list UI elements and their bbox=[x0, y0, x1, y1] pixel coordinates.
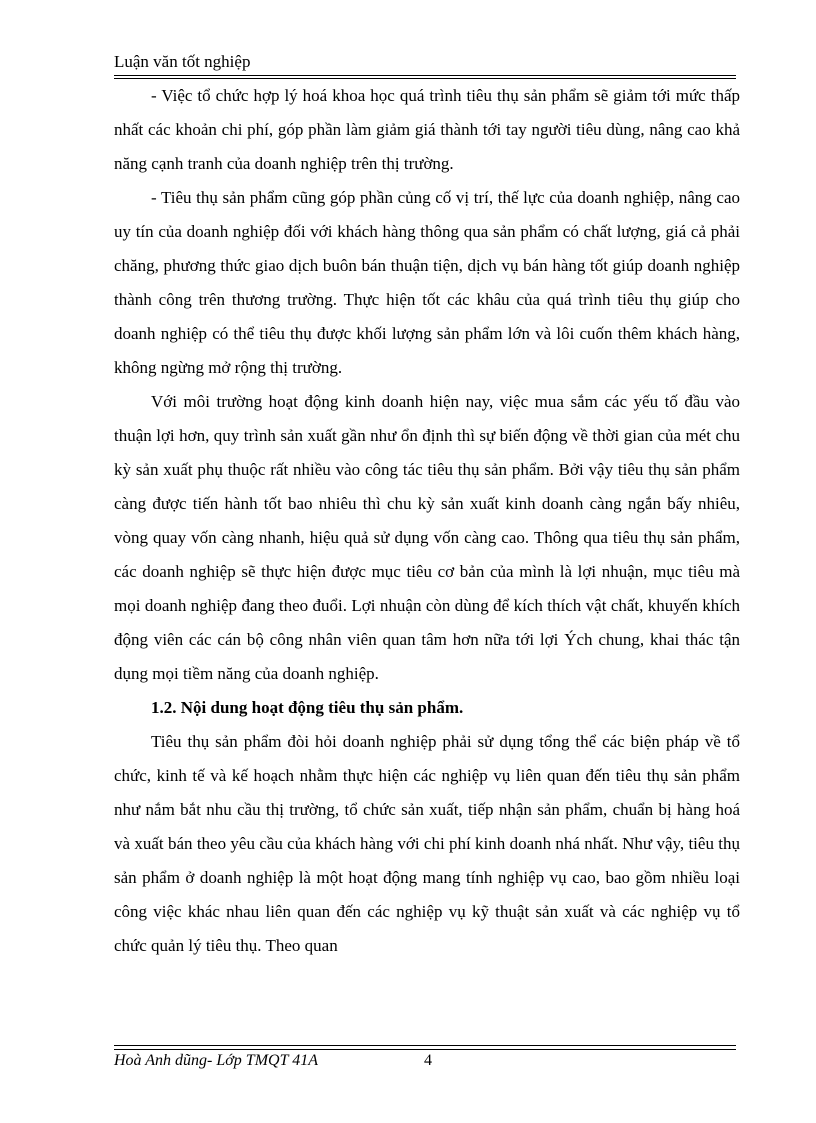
footer-author: Hoà Anh dũng- Lớp TMQT 41A bbox=[114, 1052, 318, 1069]
paragraph-1: - Việc tổ chức hợp lý hoá khoa học quá trình tiêu thụ sản phẩm sẽ giảm tới mức thấp nhất các khoản chi phí, góp phần làm giảm giá thành tới tay người tiêu dùng, nâng cao khả năng cạnh tranh của doanh nghiệp trên thị trường. bbox=[114, 86, 740, 173]
document-body bbox=[114, 79, 740, 963]
page-number: 4 bbox=[424, 1052, 432, 1069]
footer-rule-top bbox=[114, 1045, 736, 1046]
paragraph-2: - Tiêu thụ sản phẩm cũng góp phần củng cố vị trí, thế lực của doanh nghiệp, nâng cao uy tín của doanh nghiệp đối với khách hàng thông qua sản phẩm có chất lượng, giá cả phải chăng, phương thức giao dịch buôn bán thuận tiện, dịch vụ bán hàng tốt giúp doanh nghiệp thành công trên thương trường. Thực hiện tốt các khâu của quá trình tiêu thụ giúp cho doanh nghiệp có thể tiêu thụ được khối lượng sản phẩm lớn và lôi cuốn thêm khách hàng, không ngừng mở rộng thị trường. bbox=[114, 188, 740, 377]
section-heading: 1.2. Nội dung hoạt động tiêu thụ sản phẩm. bbox=[151, 698, 464, 717]
footer-rule-bottom bbox=[114, 1049, 736, 1050]
paragraph-3: Với môi trường hoạt động kinh doanh hiện nay, việc mua sắm các yếu tố đầu vào thuận lợi hơn, quy trình sản xuất gần như ổn định thì sự biến động về thời gian của mét chu kỳ sản xuất phụ thuộc rất nhiều vào công tác tiêu thụ sản phẩm. Bởi vậy tiêu thụ sản phẩm càng được tiến hành tốt bao nhiêu thì chu kỳ sản xuất kinh doanh càng ngắn bấy nhiêu, vòng quay vốn càng nhanh, hiệu quả sử dụng vốn càng cao. Thông qua tiêu thụ sản phẩm, các doanh nghiệp sẽ thực hiện được mục tiêu cơ bản của mình là lợi nhuận, mục tiêu mà mọi doanh nghiệp đang theo đuổi. Lợi nhuận còn dùng để kích thích vật chất, khuyến khích động viên các cán bộ công nhân viên quan tâm hơn nữa tới lợi Ých chung, khai thác tận dụng mọi tiềm năng của doanh nghiệp. bbox=[114, 392, 740, 683]
header-rule-top bbox=[114, 75, 736, 76]
page-header-title: Luận văn tốt nghiệp bbox=[114, 52, 251, 71]
paragraph-4: Tiêu thụ sản phẩm đòi hỏi doanh nghiệp phải sử dụng tổng thể các biện pháp về tổ chức, kinh tế và kế hoạch nhằm thực hiện các nghiệp vụ liên quan đến tiêu thụ sản phẩm như nắm bắt nhu cầu thị trường, tổ chức sản xuất, tiếp nhận sản phẩm, chuẩn bị hàng hoá và xuất bán theo yêu cầu của khách hàng với chi phí kinh doanh nhá nhất. Như vậy, tiêu thụ sản phẩm ở doanh nghiệp là một hoạt động mang tính nghiệp vụ cao, bao gồm nhiều loại công việc khác nhau liên quan đến các nghiệp vụ kỹ thuật sản xuất và các nghiệp vụ tổ chức quản lý tiêu thụ. Theo quan bbox=[114, 732, 740, 955]
